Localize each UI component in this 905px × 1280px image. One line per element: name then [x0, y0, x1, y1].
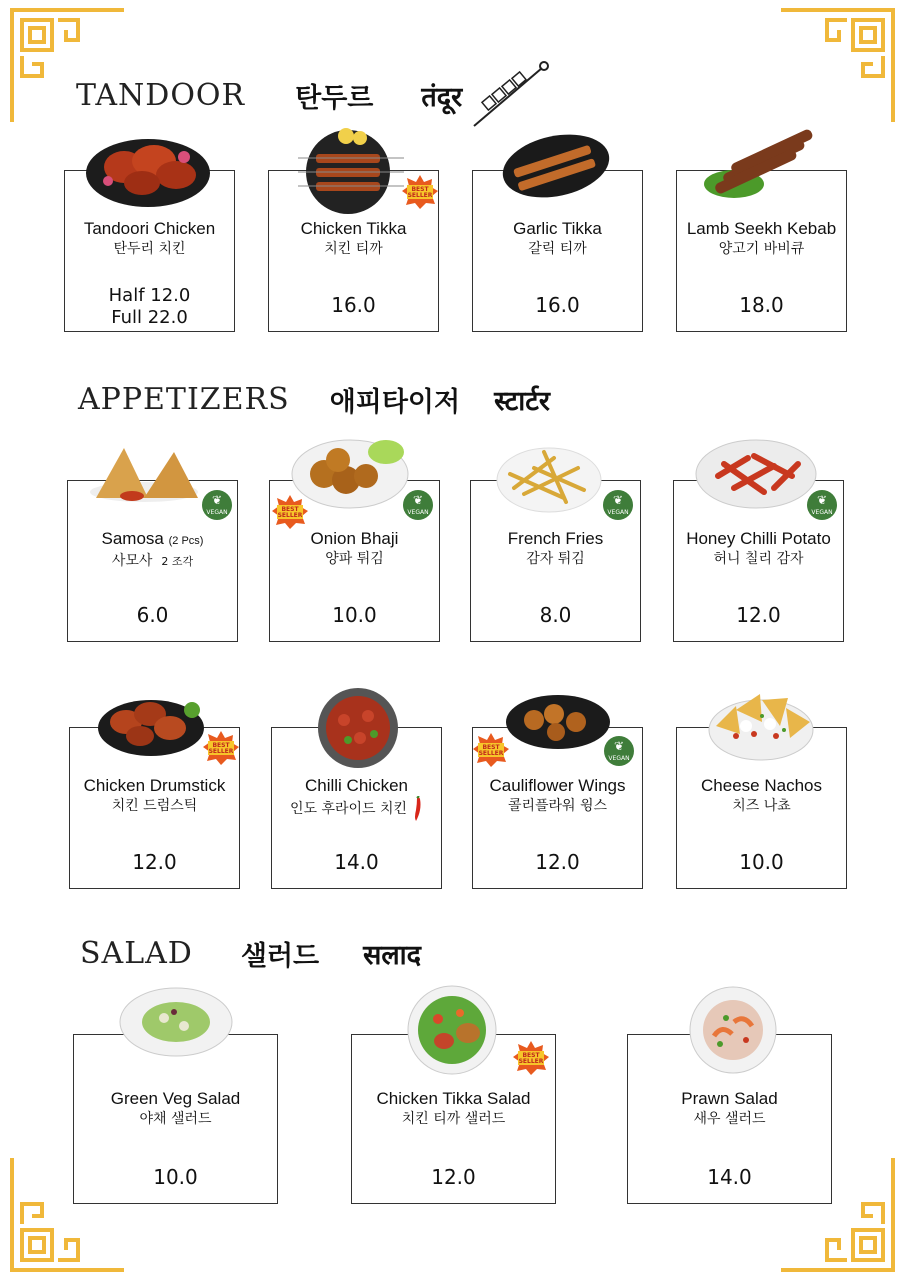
item-name-en: Tandoori Chicken: [83, 219, 216, 238]
item-name-en: Lamb Seekh Kebab: [686, 219, 837, 238]
item-name-en: Honey Chilli Potato: [686, 529, 831, 548]
item-name-en: Cheese Nachos: [701, 776, 822, 795]
portion-note-ko: 2 조각: [161, 555, 194, 568]
section-title-en: SALAD: [80, 935, 193, 971]
cauliflower-wings-image: [504, 692, 612, 752]
vegan-badge: [603, 490, 633, 520]
best-text: BEST: [212, 742, 230, 749]
section-title-hi: तंदूर: [421, 81, 463, 113]
onion-bhaji-image: [290, 434, 410, 510]
item-price: 12.0: [431, 1165, 476, 1189]
item-price: 12.0: [736, 603, 781, 627]
seller-text: SELLER: [478, 750, 504, 757]
item-price: 12.0: [535, 850, 580, 874]
vegan-badge: [202, 490, 232, 520]
item-name-en-text: Samosa: [101, 529, 164, 548]
lamb-seekh-kebab-image: [700, 128, 820, 202]
section-header-salad: [80, 928, 421, 978]
item-name-ko: 새우 샐러드: [693, 1111, 766, 1127]
item-price: 6.0: [136, 603, 169, 627]
item-name-en: Garlic Tikka: [513, 219, 602, 238]
item-name-ko: [68, 551, 237, 572]
item-name-ko: 양고기 바비큐: [718, 241, 805, 257]
best-seller-badge: [473, 732, 509, 768]
portion-note-en: (2 Pcs): [168, 535, 204, 547]
best-seller-badge: [402, 174, 438, 210]
leaf-icon: ❦: [816, 493, 828, 507]
cheese-nachos-image: [706, 686, 816, 764]
leaf-icon: ❦: [613, 739, 625, 753]
vegan-label: VEGAN: [607, 509, 629, 516]
item-name-en: French Fries: [507, 529, 604, 548]
item-price: 16.0: [535, 293, 580, 317]
chili-pepper-icon: [413, 796, 423, 822]
item-price-full: Full 22.0: [111, 307, 188, 328]
french-fries-image: [494, 438, 604, 516]
seller-text: SELLER: [277, 512, 303, 519]
leaf-icon: ❦: [211, 493, 223, 507]
item-name-ko: 치킨 드럼스틱: [111, 798, 198, 814]
vegan-label: VEGAN: [608, 755, 630, 762]
vegan-label: VEGAN: [206, 509, 228, 516]
section-title-hi: स्टार्टर: [494, 385, 550, 417]
menu-item-green-veg-salad[interactable]: [73, 1034, 278, 1204]
section-title-en: APPETIZERS: [78, 381, 290, 417]
section-title-en: TANDOOR: [76, 77, 246, 113]
item-name-ko: 갈릭 티까: [528, 241, 587, 257]
item-name-ko: 치즈 나쵸: [732, 798, 791, 814]
item-name-en: Chicken Tikka Salad: [376, 1089, 531, 1108]
item-price: 10.0: [153, 1165, 198, 1189]
item-name-ko: 치킨 티까 샐러드: [401, 1111, 506, 1127]
item-name-ko-text: 인도 후라이드 치킨: [289, 801, 408, 817]
item-price: 12.0: [132, 850, 177, 874]
best-seller-badge: [272, 494, 308, 530]
chicken-tikka-image: [296, 128, 406, 214]
seller-text: SELLER: [407, 192, 433, 199]
item-price: 18.0: [739, 293, 784, 317]
seller-text: SELLER: [518, 1058, 544, 1065]
vegan-badge: [403, 490, 433, 520]
chicken-drumstick-image: [96, 692, 206, 758]
seller-text: SELLER: [208, 748, 234, 755]
chicken-tikka-salad-image: [404, 985, 500, 1075]
item-name-en: Chilli Chicken: [305, 776, 408, 795]
honey-chilli-potato-image: [694, 436, 818, 512]
item-price: 14.0: [707, 1165, 752, 1189]
item-price: 10.0: [739, 850, 784, 874]
item-name-ko-text: 사모사: [111, 553, 153, 569]
item-name-ko: 허니 칠리 감자: [713, 551, 804, 567]
item-name-ko: [272, 796, 441, 822]
best-seller-badge: [203, 730, 239, 766]
leaf-icon: ❦: [612, 493, 624, 507]
item-price: 8.0: [539, 603, 572, 627]
item-name-ko: 감자 튀김: [526, 551, 585, 567]
section-header-appetizers: [78, 374, 550, 424]
item-name-ko: 콜리플라워 윙스: [507, 798, 608, 814]
item-name-en: Green Veg Salad: [110, 1089, 241, 1108]
item-name-en: Cauliflower Wings: [489, 776, 626, 795]
best-seller-badge: [513, 1040, 549, 1076]
vegan-label: VEGAN: [811, 509, 833, 516]
item-price: 10.0: [332, 603, 377, 627]
garlic-tikka-image: [500, 132, 612, 200]
item-price-half: Half 12.0: [108, 285, 191, 306]
item-price: 14.0: [334, 850, 379, 874]
chilli-chicken-image: [308, 686, 408, 770]
best-text: BEST: [482, 744, 500, 751]
vegan-badge: [807, 490, 837, 520]
green-veg-salad-image: [118, 986, 234, 1058]
vegan-label: VEGAN: [407, 509, 429, 516]
section-title-ko: 탄두르: [295, 82, 374, 114]
best-text: BEST: [281, 506, 299, 513]
item-name-ko: 양파 튀김: [325, 551, 384, 567]
item-name-ko: 야채 샐러드: [139, 1111, 212, 1127]
best-text: BEST: [411, 186, 429, 193]
item-name-en: [68, 529, 237, 551]
corner-ornament-top-right: [777, 6, 897, 126]
vegan-badge: [604, 736, 634, 766]
item-price: 16.0: [331, 293, 376, 317]
section-title-ko: 샐러드: [240, 940, 320, 972]
leaf-icon: ❦: [412, 493, 424, 507]
item-name-ko: 치킨 티까: [324, 241, 383, 257]
section-title-hi: सलाद: [363, 939, 421, 971]
item-name-en: Chicken Tikka: [300, 219, 407, 238]
prawn-salad-image: [686, 986, 780, 1074]
tandoori-chicken-image: [84, 133, 212, 209]
section-title-ko: 애피타이저: [329, 386, 461, 418]
item-name-en: Prawn Salad: [681, 1089, 778, 1108]
skewer-icon: [470, 60, 550, 130]
item-name-en: Chicken Drumstick: [83, 776, 226, 795]
section-header-tandoor: [76, 70, 550, 120]
samosa-image: [88, 444, 200, 504]
best-text: BEST: [522, 1052, 540, 1059]
item-name-en: Onion Bhaji: [310, 529, 399, 548]
item-name-ko: 탄두리 치킨: [113, 241, 186, 257]
